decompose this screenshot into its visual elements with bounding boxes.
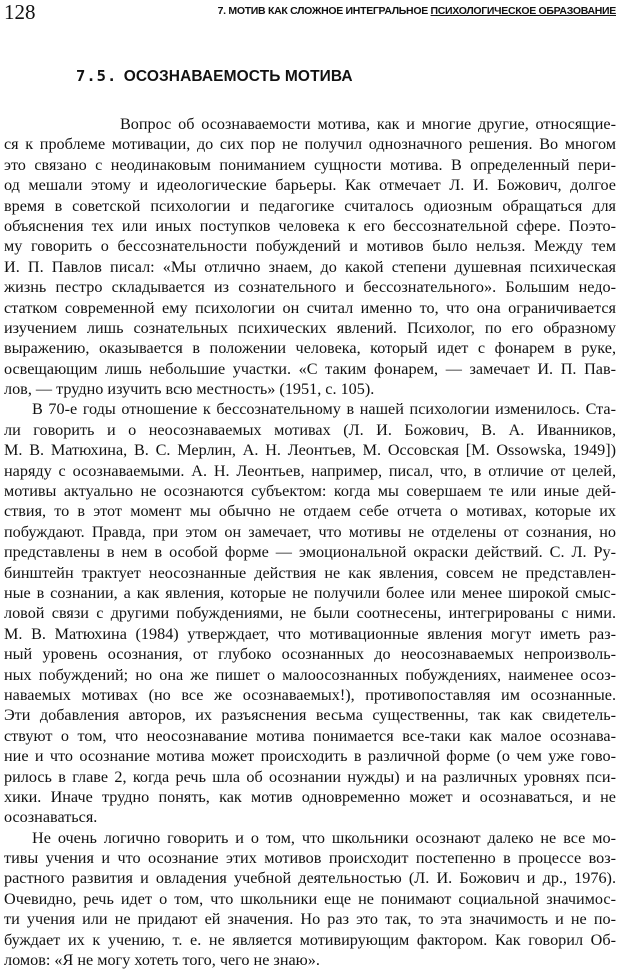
- text-line: Вопрос об осознаваемости мотива, как и многие другие, относящие-: [120, 115, 616, 133]
- text-line: Не очень логично говорить и о том, что школьники осознают далеко не все мо-: [32, 828, 616, 847]
- text-line: побуждают. Правда, при этом он замечает, что мотивы не отделены от сознания, но: [4, 522, 616, 541]
- text-line: наваемых мотивах (но все же осознаваемых!), противопоставляя им осознанные.: [4, 685, 616, 704]
- text-line: наряду с осознаваемыми. А. Н. Леонтьев, например, писал, что, в отличие от целей,: [4, 461, 616, 480]
- text-line: ствия, то в этот момент мы обычно не отдаем себе отчета о мотивах, которые их: [4, 502, 616, 521]
- text-line: лов, — трудно изучить всю местность» (1951, с. 105).: [4, 380, 375, 399]
- text-line: мотивы актуально не осознаются субъектом: когда мы совершаем те или иные дей-: [4, 482, 616, 501]
- text-line: ные в сознании, а как явления, которые не получили более или менее широкой смыс-: [4, 583, 616, 602]
- section-title: ОСОЗНАВАЕМОСТЬ МОТИВА: [123, 68, 353, 85]
- running-head-chapter-underlined: ПСИХОЛОГИЧЕСКОЕ ОБРАЗОВАНИЕ: [430, 5, 616, 17]
- text-line: М. В. Матюхина (1984) утверждает, что мотивационные явления могут иметь раз-: [4, 624, 616, 643]
- section-number: 7.5.: [76, 67, 118, 85]
- section-heading: [76, 66, 353, 87]
- text-line: растного развития и овладения учебной деятельностью (Л. И. Божович и др., 1976).: [4, 869, 616, 888]
- text-line: Эти добавления авторов, их разъяснения весьма существенны, так как свидетель-: [4, 706, 616, 725]
- text-line: ный уровень осознания, от глубоко осознанных до неосознаваемых непроизволь-: [4, 645, 616, 664]
- text-line: объяснения тех или иных поступков человека к его бессознательной сфере. Поэто-: [4, 216, 616, 235]
- text-line: изучением лишь сознательных психических явлений. Психолог, по его образному: [4, 318, 616, 337]
- text-line: буждает их к учению, т. е. не является мотивирующим фактором. Как говорил Об-: [4, 930, 616, 949]
- text-line: хики. Иначе трудно понять, как мотив одновременно может и осознаваться, и не: [4, 787, 616, 806]
- text-line: М. В. Матюхина, В. С. Мерлин, А. Н. Леонтьев, М. Оссовская [M. Ossowska, 1949]): [4, 441, 616, 460]
- text-line: статком современной ему психологии он считал именно то, что она ограничивается: [4, 298, 616, 317]
- running-head: [218, 4, 616, 18]
- text-line: это связано с неодинаковым пониманием сущности мотива. В определенный пери-: [4, 155, 616, 174]
- text-line: В 70-е годы отношение к бессознательному в нашей психологии изменилось. Ста-: [32, 400, 616, 419]
- body-text: [4, 114, 616, 970]
- text-line: ствуют о том, что неосознавание мотива понимается все-таки как малое осознава-: [4, 726, 616, 745]
- text-line: тивы учения и что осознание этих мотивов происходит постепенно в процессе воз-: [4, 849, 616, 868]
- text-line: выражению, оказывается в положении человека, который идет с фонарем в руке,: [4, 339, 616, 358]
- text-line: ся к проблеме мотивации, до сих пор не получил однозначного решения. Во многом: [4, 135, 616, 154]
- text-line: ние и что осознание мотива может происходить в различной форме (о чем уже гово-: [4, 747, 616, 766]
- text-line: од мешали этому и идеологические барьеры. Как отмечает Л. И. Божович, долгое: [4, 176, 616, 195]
- text-line: ломов: «Я не могу хотеть того, чего не знаю».: [4, 951, 320, 970]
- text-line: жизнь пестро складывается из сознательного и бессознательного». Большим недо-: [4, 278, 616, 297]
- text-line: бинштейн трактует неосознанные действия не как явления, совсем не представлен-: [4, 563, 616, 582]
- text-line: Очевидно, речь идет о том, что школьники еще не понимают социальной значимос-: [4, 889, 616, 908]
- text-line: ти учения или не придают ей значения. Но раз это так, то эта значимость и не по-: [4, 910, 616, 929]
- text-line: ли говорить и о неосознаваемых мотивах (Л. И. Божович, В. А. Иванников,: [4, 420, 616, 439]
- text-line: время в советской психологии и педагогике считалось одиозным обращаться для: [4, 196, 616, 215]
- text-line: освещающим лишь небольшие участки. «С таким фонарем, — замечает И. П. Пав-: [4, 359, 616, 378]
- running-head-chapter: 7. МОТИВ КАК СЛОЖНОЕ ИНТЕГРАЛЬНОЕ: [217, 5, 431, 17]
- text-line: представлены в нем в особой форме — эмоциональной окраски действий. С. Л. Ру-: [4, 543, 616, 562]
- page-number: 128: [4, 0, 36, 24]
- text-line: ловой связи с другими побуждениями, не были соотнесены, интегрированы с ними.: [4, 604, 616, 623]
- text-line: рилось в главе 2, когда речь шла об осознании нужды) и на различных уровнях пси-: [4, 767, 616, 786]
- text-line: му говорить о бессознательности побуждений и мотивов было нельзя. Между тем: [4, 237, 616, 256]
- text-line: И. П. Павлов писал: «Мы отлично знаем, до какой степени душевная психическая: [4, 257, 616, 276]
- text-line: осознаваться.: [4, 808, 98, 827]
- text-line: ных побуждений; но она же пишет о малоосознанных побуждениях, наименее осоз-: [4, 665, 616, 684]
